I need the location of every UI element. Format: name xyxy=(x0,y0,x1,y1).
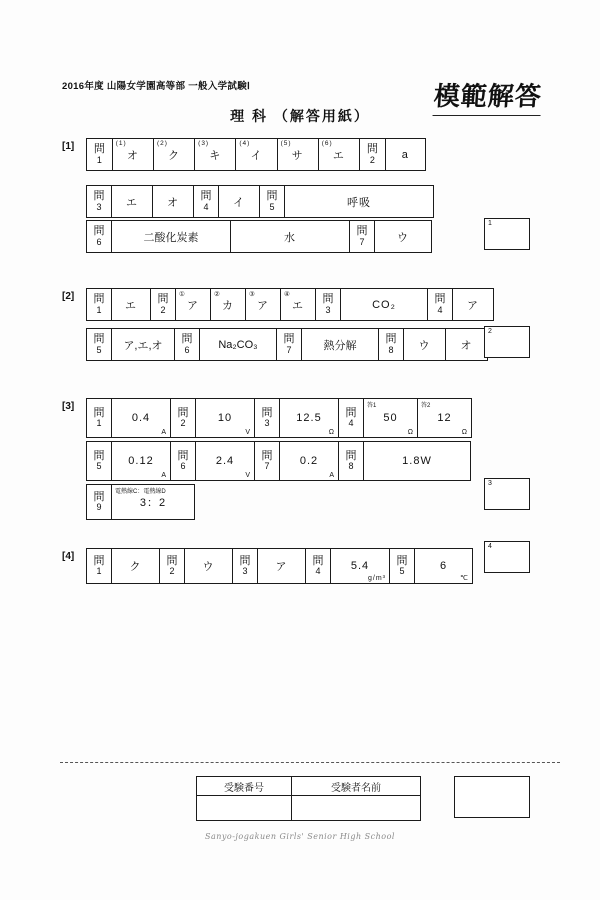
answer-cell[interactable]: a xyxy=(385,139,425,171)
examinee-table xyxy=(196,776,421,821)
question-label: 問 6 xyxy=(175,329,200,361)
answer-cell[interactable]: 呼吸 xyxy=(285,186,434,218)
answer-cell[interactable]: 10 V xyxy=(196,399,255,438)
answer-cell[interactable]: 0.4 A xyxy=(112,399,171,438)
answer-cell[interactable]: ク xyxy=(112,549,160,584)
score-box-3[interactable]: 3 xyxy=(484,478,530,510)
table-row xyxy=(87,485,195,520)
answer-cell[interactable]: 二酸化炭素 xyxy=(112,221,231,253)
answer-cell[interactable]: (3) キ xyxy=(195,139,236,171)
section-1-row-1 xyxy=(86,138,426,171)
question-label: 問 9 xyxy=(87,485,112,520)
answer-cell[interactable]: エ xyxy=(112,186,153,218)
section-3-row-1 xyxy=(86,398,472,438)
cut-line xyxy=(60,762,560,763)
question-label: 問 2 xyxy=(359,139,385,171)
table-row xyxy=(197,777,421,796)
answer-cell[interactable]: 5.4 g/m³ xyxy=(331,549,390,584)
question-label: 問 5 xyxy=(260,186,285,218)
answer-cell[interactable]: イ xyxy=(219,186,260,218)
answer-cell[interactable]: ウ xyxy=(375,221,432,253)
question-label: 問 4 xyxy=(428,289,453,321)
section-1-row-3 xyxy=(86,220,432,253)
question-label: 問 3 xyxy=(255,399,280,438)
question-label: 問 5 xyxy=(390,549,415,584)
table-row xyxy=(87,186,434,218)
answer-cell[interactable]: CO₂ xyxy=(341,289,428,321)
answer-cell[interactable]: ① ア xyxy=(176,289,211,321)
score-box-1[interactable]: 1 xyxy=(484,218,530,250)
answer-cell[interactable]: (2) ク xyxy=(153,139,194,171)
examinee-name-label: 受験者名前 xyxy=(292,777,421,796)
exam-info: 2016年度 山陽女学園高等部 一般入学試験Ⅰ xyxy=(62,81,251,92)
answer-cell[interactable]: (6) エ xyxy=(318,139,359,171)
answer-cell[interactable]: 答1 50 Ω xyxy=(364,399,418,438)
question-label: 問 8 xyxy=(379,329,404,361)
question-label: 問 2 xyxy=(160,549,185,584)
question-label: 問 1 xyxy=(87,399,112,438)
question-label: 問 7 xyxy=(277,329,302,361)
section-mark-2: [2] xyxy=(62,291,75,302)
answer-cell[interactable]: (4) イ xyxy=(236,139,277,171)
score-box-4[interactable]: 4 xyxy=(484,541,530,573)
answer-cell[interactable]: (1) オ xyxy=(112,139,153,171)
section-1-row-2 xyxy=(86,185,434,218)
exam-number-label: 受験番号 xyxy=(197,777,292,796)
answer-cell[interactable]: ② カ xyxy=(211,289,246,321)
answer-cell[interactable]: 電熱線C：電熱線D 3：2 xyxy=(112,485,195,520)
section-2-row-1 xyxy=(86,288,494,321)
exam-number-field[interactable] xyxy=(197,796,292,821)
answer-cell[interactable]: ウ xyxy=(404,329,446,361)
question-label: 問 6 xyxy=(171,442,196,481)
table-row xyxy=(197,796,421,821)
question-label: 問 1 xyxy=(87,289,112,321)
table-row xyxy=(87,549,473,584)
question-label: 問 3 xyxy=(233,549,258,584)
section-mark-3: [3] xyxy=(62,401,75,412)
question-label: 問 1 xyxy=(87,139,113,171)
answer-cell[interactable]: 0.12 A xyxy=(112,442,171,481)
section-4-row-1 xyxy=(86,548,473,584)
section-mark-4: [4] xyxy=(62,551,75,562)
answer-cell[interactable]: 2.4 V xyxy=(196,442,255,481)
score-box-2[interactable]: 2 xyxy=(484,326,530,358)
answer-cell[interactable]: 6 ℃ xyxy=(415,549,473,584)
page-title: 理 科 （解答用紙） xyxy=(230,108,370,124)
answer-cell[interactable]: オ xyxy=(153,186,194,218)
answer-cell[interactable]: ア,エ,オ xyxy=(112,329,175,361)
question-label: 問 5 xyxy=(87,442,112,481)
answer-cell[interactable]: 水 xyxy=(231,221,350,253)
answer-cell[interactable]: 答2 12 Ω xyxy=(418,399,472,438)
model-answer-stamp: 模範解答 xyxy=(433,76,544,113)
question-label: 問 8 xyxy=(339,442,364,481)
table-row xyxy=(87,221,432,253)
question-label: 問 2 xyxy=(171,399,196,438)
answer-cell[interactable]: ウ xyxy=(185,549,233,584)
table-row xyxy=(87,329,488,361)
section-2-row-2 xyxy=(86,328,488,361)
answer-cell[interactable]: ア xyxy=(258,549,306,584)
table-row xyxy=(87,289,494,321)
question-label: 問 4 xyxy=(306,549,331,584)
examinee-name-field[interactable] xyxy=(292,796,421,821)
question-label: 問 5 xyxy=(87,329,112,361)
question-label: 問 4 xyxy=(339,399,364,438)
section-mark-1: [1] xyxy=(62,141,75,152)
total-score-box[interactable] xyxy=(454,776,530,818)
answer-cell[interactable]: ④ エ xyxy=(281,289,316,321)
question-label: 問 6 xyxy=(87,221,112,253)
table-row xyxy=(87,399,472,438)
question-label: 問 3 xyxy=(87,186,112,218)
question-label: 問 7 xyxy=(255,442,280,481)
answer-cell[interactable]: エ xyxy=(112,289,151,321)
answer-cell[interactable]: 1.8W xyxy=(364,442,471,481)
answer-cell[interactable]: 熱分解 xyxy=(302,329,379,361)
school-name-script: Sanyo-jogakuen Girls' Senior High School xyxy=(204,832,395,841)
section-3-row-3 xyxy=(86,484,195,520)
question-label: 問 4 xyxy=(194,186,219,218)
question-label: 問 1 xyxy=(87,549,112,584)
question-label: 問 3 xyxy=(316,289,341,321)
question-label: 問 2 xyxy=(151,289,176,321)
section-3-row-2 xyxy=(86,441,471,481)
answer-cell[interactable]: ア xyxy=(453,289,494,321)
answer-cell[interactable]: 12.5 Ω xyxy=(280,399,339,438)
answer-cell[interactable]: Na₂CO₃ xyxy=(200,329,277,361)
question-label: 問 7 xyxy=(350,221,375,253)
answer-cell[interactable]: 0.2 A xyxy=(280,442,339,481)
answer-cell[interactable]: (5) サ xyxy=(277,139,318,171)
table-row xyxy=(87,139,426,171)
answer-cell[interactable]: ③ ア xyxy=(246,289,281,321)
answer-cell[interactable]: オ xyxy=(446,329,488,361)
table-row xyxy=(87,442,471,481)
